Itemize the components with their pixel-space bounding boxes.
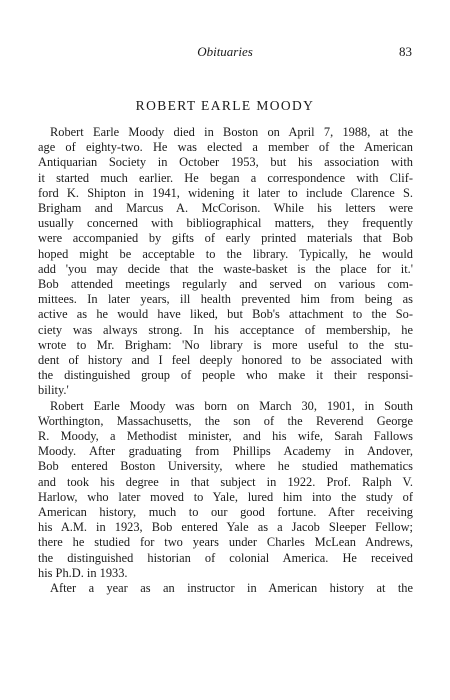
text-line: Robert Earle Moody was born on March 30, 1901, in South bbox=[50, 398, 413, 413]
text-line: age of eighty-two. He was elected a member of the American bbox=[38, 140, 413, 155]
text-line: wrote to Mr. Brigham: 'No library is more useful to the stu- bbox=[38, 337, 413, 352]
text-line: R. Moody, a Methodist minister, and his wife, Sarah Fallows bbox=[38, 429, 413, 444]
text-line: were accompanied by gifts of early printed materials that Bob bbox=[38, 231, 413, 246]
text-line: Brigham and Marcus A. McCorison. While his letters were bbox=[38, 201, 413, 216]
text-line: After a year as an instructor in American history at the bbox=[50, 581, 413, 596]
text-line: his A.M. in 1923, Bob entered Yale as a Jacob Sleeper Fellow; bbox=[38, 520, 413, 535]
text-line: the distinguished historian of colonial America. He received bbox=[38, 550, 413, 565]
text-line: Moody. After graduating from Phillips Academy in Andover, bbox=[38, 444, 413, 459]
text-line: the distinguished group of people who make it their responsi- bbox=[38, 368, 413, 383]
paragraph-2 bbox=[38, 399, 413, 581]
text-line: add 'you may decide that the waste-basket is the place for it.' bbox=[38, 261, 413, 276]
text-line: Harlow, who later moved to Yale, lured him into the study of bbox=[38, 489, 413, 504]
text-line: usually concerned with bibliographical matters, they frequently bbox=[38, 216, 413, 231]
text-line: ciety was always strong. In his acceptance of membership, he bbox=[38, 322, 413, 337]
text-line: Bob entered Boston University, where he studied mathematics bbox=[38, 459, 413, 474]
text-line: and took his degree in that subject in 1922. Prof. Ralph V. bbox=[38, 474, 413, 489]
text-line: American history, much to our good fortune. After receiving bbox=[38, 505, 413, 520]
page-number: 83 bbox=[399, 44, 412, 59]
text-line: mittees. In later years, ill health prevented him from being as bbox=[38, 292, 413, 307]
text-line: active as he would have liked, but Bob's attachment to the So- bbox=[38, 307, 413, 322]
text-line: Robert Earle Moody died in Boston on April 7, 1988, at the bbox=[50, 125, 413, 139]
text-line: bility.' bbox=[38, 383, 69, 398]
paragraph-3 bbox=[38, 581, 413, 596]
text-line: Antiquarian Society in October 1953, but his association with bbox=[38, 155, 413, 170]
text-line: hoped might be acceptable to the library. Typically, he would bbox=[38, 246, 413, 261]
running-head-section: Obituaries bbox=[197, 44, 253, 59]
text-line: his Ph.D. in 1933. bbox=[38, 565, 128, 580]
running-head bbox=[0, 44, 450, 64]
obituary-body bbox=[38, 125, 413, 596]
text-line: Bob attended meetings regularly and served on various com- bbox=[38, 277, 413, 292]
text-line: it started much earlier. He began a correspondence with Clif- bbox=[38, 170, 413, 185]
text-line: Worthington, Massachusetts, the son of the Reverend George bbox=[38, 413, 413, 428]
text-line: ford K. Shipton in 1941, widening it later to include Clarence S. bbox=[38, 185, 413, 200]
paragraph-1 bbox=[38, 125, 413, 399]
obituary-title: ROBERT EARLE MOODY bbox=[135, 98, 315, 113]
text-line: dent of history and I feel deeply honored to be associated with bbox=[38, 353, 413, 368]
text-line: there he studied for two years under Charles McLean Andrews, bbox=[38, 535, 413, 550]
